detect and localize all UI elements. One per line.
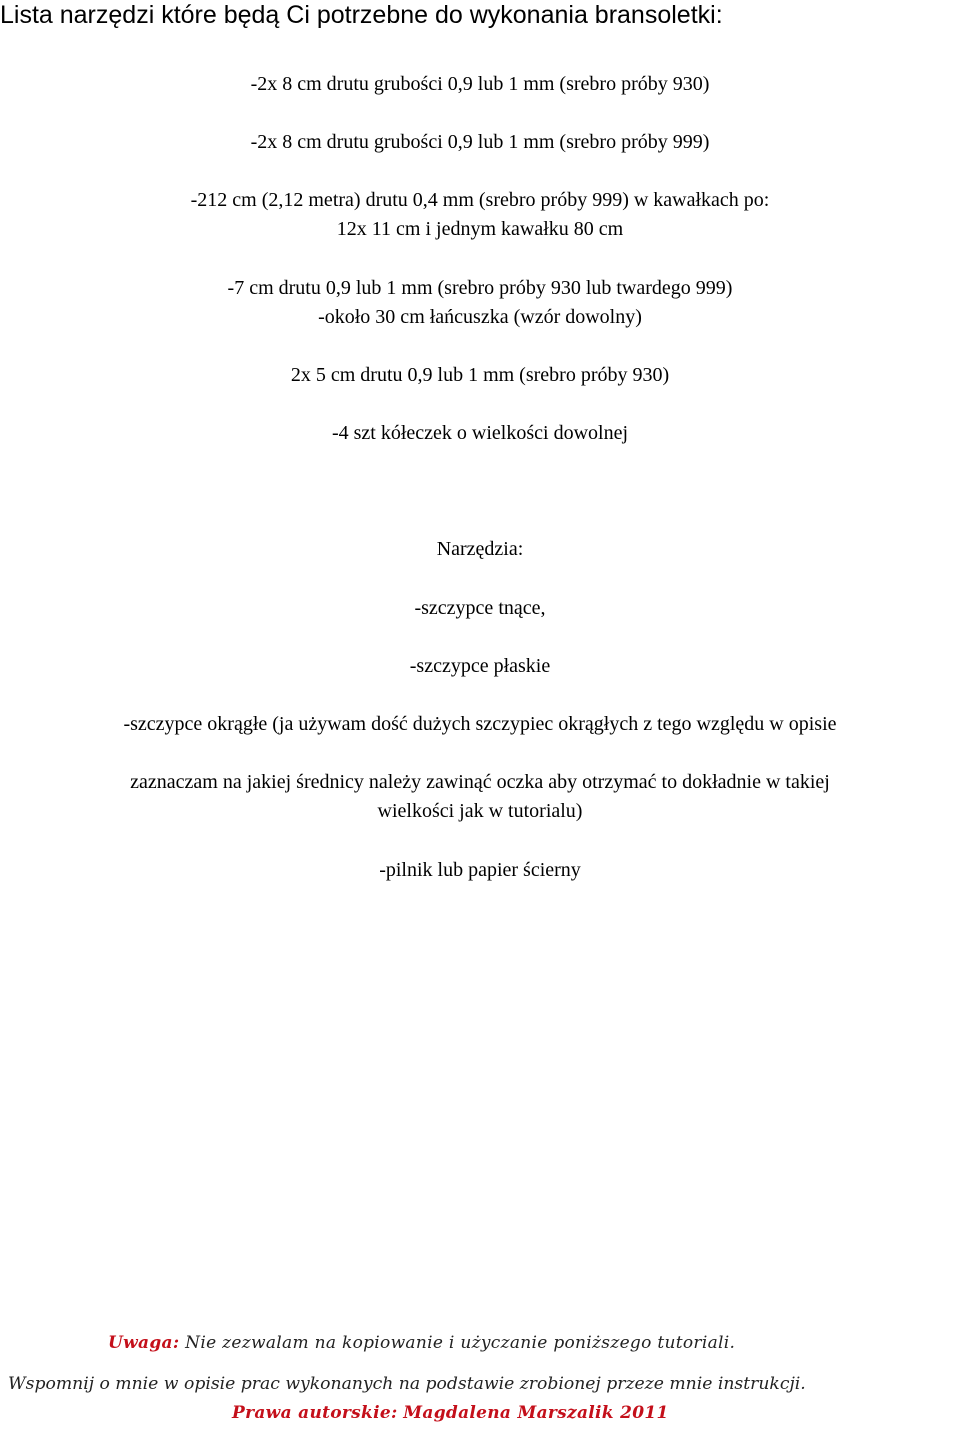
copyright-notice-line-2 [0,1374,960,1394]
material-line-5: -7 cm drutu 0,9 lub 1 mm (srebro próby 930 lub twardego 999) [227,277,733,299]
tool-line-6: -pilnik lub papier ścierny [379,859,581,881]
material-line-2: -2x 8 cm drutu grubości 0,9 lub 1 mm (srebro próby 999) [250,131,710,153]
notice-label: Uwaga: [108,1333,180,1353]
tool-line-5: wielkości jak w tutorialu) [377,800,583,822]
tools-heading: Narzędzia: [436,538,524,560]
tool-line-1: -szczypce tnące, [414,597,546,619]
copyright-notice-line-1 [0,1333,960,1353]
material-line-3: -212 cm (2,12 metra) drutu 0,4 mm (srebro próby 999) w kawałkach po: [190,189,770,211]
page-title: Lista narzędzi które będą Ci potrzebne do wykonania bransoletki: [0,1,723,29]
tool-line-4: zaznaczam na jakiej średnicy należy zawinąć oczka aby otrzymać to dokładnie w takiej [130,771,830,793]
copyright-author: Magdalena Marszalik 2011 [403,1403,669,1423]
material-line-6: -około 30 cm łańcuszka (wzór dowolny) [318,306,642,328]
copyright-label: Prawa autorskie: [232,1403,398,1423]
material-line-8: -4 szt kółeczek o wielkości dowolnej [331,422,629,444]
tool-line-3: -szczypce okrągłe (ja używam dość dużych szczypiec okrągłych z tego względu w opisie [123,713,837,735]
copyright-notice-line-3 [0,1403,960,1423]
material-line-7: 2x 5 cm drutu 0,9 lub 1 mm (srebro próby 930) [290,364,670,386]
tool-line-2: -szczypce płaskie [409,655,551,677]
material-line-1: -2x 8 cm drutu grubości 0,9 lub 1 mm (srebro próby 930) [250,73,710,95]
material-line-4: 12x 11 cm i jednym kawałku 80 cm [336,218,624,240]
notice-request-text: Wspomnij o mnie w opisie prac wykonanych na podstawie zrobionej przeze mnie instrukcji. [8,1374,806,1394]
notice-text: Nie zezwalam na kopiowanie i użyczanie poniższego tutoriali. [185,1333,736,1353]
